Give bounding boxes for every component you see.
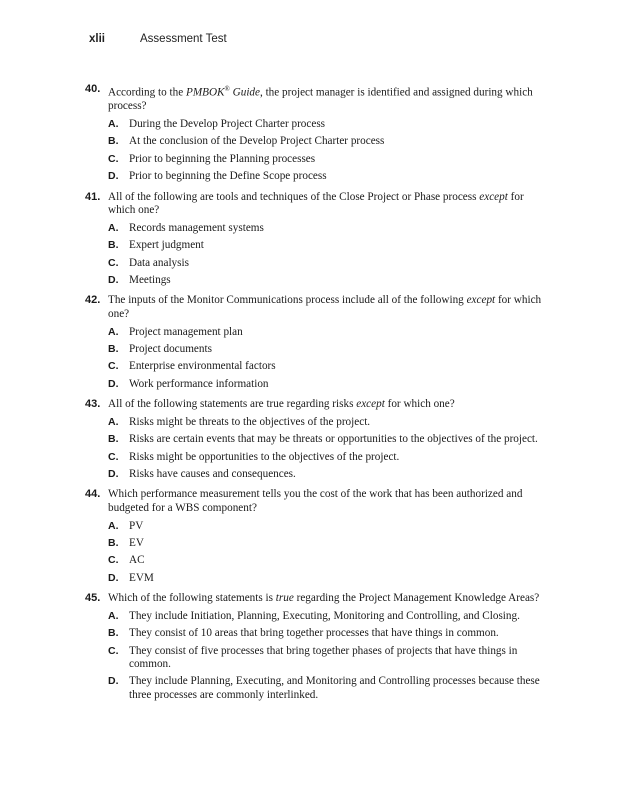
question-stem-text: , the project manager is identified and assigned during which process? — [108, 86, 533, 113]
question — [85, 191, 543, 288]
option-letter: C. — [108, 256, 119, 269]
question-stem-text: for which one? — [108, 294, 542, 320]
option-letter: C. — [108, 450, 119, 463]
option-letter: D. — [108, 467, 119, 480]
answer-option — [85, 170, 543, 183]
question-stem-text: Which performance measurement tells you the cost of the work that has been authorized and budgeted for a WBS component? — [108, 488, 523, 514]
option-text: EV — [129, 536, 144, 549]
question — [85, 488, 543, 585]
question-number: 43. — [85, 398, 101, 411]
option-letter: C. — [108, 360, 119, 373]
answer-option — [85, 675, 543, 702]
option-letter: D. — [108, 377, 119, 390]
running-header — [89, 33, 227, 45]
answer-option — [85, 520, 543, 533]
answer-option — [85, 360, 543, 373]
question-stem-text: All of the following statements are true regarding risks — [108, 398, 357, 411]
answer-option — [85, 118, 543, 131]
answer-option — [85, 645, 543, 672]
question-number: 42. — [85, 294, 101, 307]
option-text: They include Planning, Executing, and Monitoring and Controlling processes because these three processes are commonly interlinked. — [129, 675, 540, 701]
option-text: Work performance information — [129, 377, 269, 390]
option-text: Expert judgment — [129, 239, 204, 252]
question-stem-text: According to the — [108, 86, 186, 99]
option-letter: D. — [108, 273, 119, 286]
question — [85, 592, 543, 702]
answer-option — [85, 451, 543, 464]
option-letter: C. — [108, 152, 119, 165]
answer-option — [85, 433, 543, 446]
question-stem-text: except — [356, 398, 385, 411]
option-text: AC — [129, 554, 145, 567]
option-text: Data analysis — [129, 256, 189, 269]
question-stem-text: All of the following are tools and techniques of the Close Project or Phase process — [108, 190, 480, 203]
option-text: EVM — [129, 571, 154, 584]
answer-option — [85, 572, 543, 585]
question-stem-text: for which one? — [108, 190, 524, 217]
answer-option — [85, 239, 543, 252]
option-letter: A. — [108, 519, 119, 532]
option-letter: C. — [108, 644, 119, 657]
question-stem-text: for which one? — [384, 398, 455, 411]
option-text: At the conclusion of the Develop Project Charter process — [129, 135, 385, 148]
answer-option — [85, 222, 543, 235]
answer-option — [85, 257, 543, 270]
option-letter: D. — [108, 571, 119, 584]
answer-option — [85, 274, 543, 287]
question-number: 44. — [85, 488, 101, 501]
option-letter: C. — [108, 554, 119, 567]
option-letter: B. — [108, 239, 119, 252]
option-text: They consist of 10 areas that bring together processes that have things in common. — [129, 627, 499, 640]
question-stem — [85, 83, 543, 114]
option-text: PV — [129, 519, 144, 532]
option-letter: D. — [108, 170, 119, 183]
option-letter: B. — [108, 627, 119, 640]
option-text: Risks might be threats to the objectives of the project. — [129, 415, 371, 428]
running-title: Assessment Test — [140, 33, 227, 45]
option-letter: D. — [108, 675, 119, 688]
question-stem-text: PMBOK — [185, 86, 225, 99]
answer-option — [85, 343, 543, 356]
question-stem — [85, 488, 543, 515]
option-text: Enterprise environmental factors — [129, 360, 276, 373]
option-text: Risks might be opportunities to the objectives of the project. — [129, 450, 400, 463]
question-stem — [85, 191, 543, 218]
option-letter: B. — [108, 536, 119, 549]
question-number: 41. — [85, 190, 101, 203]
option-letter: B. — [108, 135, 119, 148]
option-text: During the Develop Project Charter process — [129, 117, 326, 130]
question — [85, 294, 543, 391]
question-stem-text: Which of the following statements is — [108, 592, 276, 605]
option-text: They consist of five processes that bring together phases of projects that have things in common. — [129, 644, 518, 671]
option-letter: A. — [108, 325, 119, 338]
question-stem-text: regarding the Project Management Knowledge Areas? — [293, 592, 540, 605]
answer-option — [85, 153, 543, 166]
answer-option — [85, 378, 543, 391]
question-stem — [85, 592, 543, 606]
answer-option — [85, 416, 543, 429]
question-stem — [85, 398, 543, 412]
option-text: Project management plan — [129, 325, 243, 338]
option-letter: A. — [108, 415, 119, 428]
answer-option — [85, 554, 543, 567]
option-text: Prior to beginning the Define Scope process — [129, 170, 327, 183]
answer-option — [85, 537, 543, 550]
question-list — [85, 83, 543, 709]
option-text: Risks have causes and consequences. — [129, 467, 296, 480]
option-letter: B. — [108, 342, 119, 355]
question-stem-text: ® — [224, 85, 230, 93]
option-text: Records management systems — [129, 221, 264, 234]
answer-option — [85, 627, 543, 640]
question-stem-text: The inputs of the Monitor Communications process include all of the following — [108, 294, 467, 307]
option-letter: B. — [108, 433, 119, 446]
page-number: xlii — [89, 33, 105, 45]
question — [85, 83, 543, 184]
question-stem-text: true — [275, 592, 294, 605]
option-text: They include Initiation, Planning, Executing, Monitoring and Controlling, and Closing. — [129, 609, 520, 622]
option-text: Project documents — [129, 342, 212, 355]
option-letter: A. — [108, 221, 119, 234]
answer-option — [85, 610, 543, 623]
question-stem-text: Guide — [229, 86, 260, 99]
question-stem-text: except — [466, 294, 496, 307]
question-number: 40. — [85, 83, 101, 95]
answer-option — [85, 326, 543, 339]
question-stem-text: except — [479, 190, 508, 203]
answer-option — [85, 468, 543, 481]
question — [85, 398, 543, 481]
option-text: Prior to beginning the Planning processes — [129, 152, 316, 165]
option-text: Meetings — [129, 273, 171, 286]
question-number: 45. — [85, 592, 101, 605]
answer-option — [85, 135, 543, 148]
option-letter: A. — [108, 117, 119, 130]
question-stem — [85, 294, 543, 321]
option-letter: A. — [108, 609, 119, 622]
option-text: Risks are certain events that may be threats or opportunities to the objectives of the project. — [129, 433, 538, 446]
